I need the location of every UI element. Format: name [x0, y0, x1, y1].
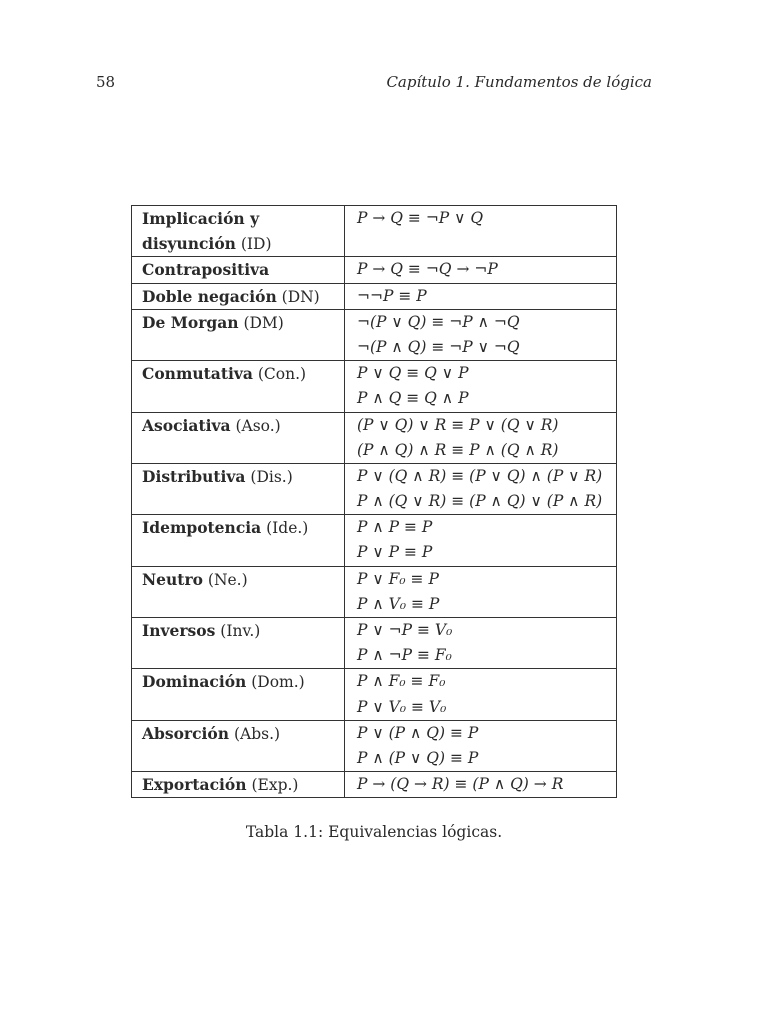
table-row — [132, 309, 617, 360]
rule-name-line — [142, 515, 344, 540]
rule-name-line — [142, 772, 344, 797]
rule-abbreviation: (Con.) — [252, 365, 307, 384]
table-row — [132, 412, 617, 463]
table-row — [132, 257, 617, 283]
rule-name-cell — [132, 463, 345, 514]
formula: P ∧ (P ∨ Q) ≡ P — [357, 748, 479, 767]
equivalences-table — [131, 205, 617, 798]
rule-name-line — [142, 231, 344, 256]
rule-abbreviation: (Ne.) — [202, 570, 248, 589]
rule-name: Contrapositiva — [142, 260, 270, 280]
rule-name: Asociativa — [142, 415, 231, 435]
table-row — [132, 361, 617, 412]
rule-name-line — [142, 618, 344, 643]
formula: P ∨ ¬P ≡ V₀ — [357, 621, 453, 639]
formula: P ∨ F₀ ≡ P — [357, 569, 439, 588]
formula: P ∧ Q ≡ Q ∧ P — [357, 389, 469, 408]
rule-name: Absorción — [142, 723, 230, 743]
rule-name-cell — [132, 772, 345, 798]
rule-name-line — [142, 257, 344, 282]
rule-abbreviation: (Exp.) — [246, 776, 299, 795]
rule-name-cell — [132, 283, 345, 309]
rule-name-cell — [132, 566, 345, 617]
formula: P ∨ (Q ∧ R) ≡ (P ∨ Q) ∧ (P ∨ R) — [357, 466, 603, 485]
formula-cell — [345, 361, 617, 412]
formula-cell — [345, 257, 617, 283]
rule-name-line — [142, 413, 344, 438]
formula: (P ∧ Q) ∧ R ≡ P ∧ (Q ∧ R) — [357, 440, 559, 459]
formula: P ∧ (Q ∨ R) ≡ (P ∧ Q) ∨ (P ∧ R) — [357, 492, 603, 511]
formula: P → Q ≡ ¬P ∨ Q — [357, 209, 484, 227]
rule-name-line — [142, 206, 344, 231]
rule-abbreviation: (ID) — [235, 235, 272, 254]
formula-cell — [345, 515, 617, 566]
formula: P ∧ P ≡ P — [357, 518, 433, 537]
rule-name-cell — [132, 206, 345, 257]
rule-abbreviation: (Abs.) — [229, 724, 281, 743]
rule-name: Inversos — [142, 621, 216, 640]
rule-name-line — [142, 361, 344, 386]
rule-name: disyunción — [142, 234, 236, 254]
formula: P ∧ ¬P ≡ F₀ — [357, 646, 452, 665]
formula: P ∨ Q ≡ Q ∨ P — [357, 364, 469, 383]
rule-abbreviation: (DN) — [276, 287, 320, 306]
formula: ¬(P ∧ Q) ≡ ¬P ∨ ¬Q — [357, 337, 520, 356]
rule-abbreviation: (DM) — [238, 313, 284, 332]
table-row — [132, 463, 617, 514]
rule-name: Distributiva — [142, 466, 246, 486]
rule-name: Implicación y — [142, 209, 260, 228]
rule-name-cell — [132, 618, 345, 669]
rule-abbreviation: (Dis.) — [245, 467, 293, 486]
formula: P ∨ (P ∧ Q) ≡ P — [357, 723, 479, 742]
rule-name-line — [142, 284, 344, 309]
table-row — [132, 283, 617, 309]
formula: P → (Q → R) ≡ (P ∧ Q) → R — [357, 775, 564, 794]
rule-name-cell — [132, 257, 345, 283]
formula: ¬(P ∨ Q) ≡ ¬P ∧ ¬Q — [357, 312, 520, 331]
rule-name-line — [142, 464, 344, 489]
formula-cell — [345, 206, 617, 257]
rule-abbreviation: (Dom.) — [246, 673, 305, 692]
formula: P ∧ V₀ ≡ P — [357, 594, 440, 613]
rule-name: De Morgan — [142, 312, 239, 332]
page-number: 58 — [96, 73, 116, 91]
rule-name: Idempotencia — [142, 518, 262, 538]
rule-name: Neutro — [142, 569, 203, 589]
formula-cell — [345, 618, 617, 669]
rule-name: Dominación — [142, 672, 247, 692]
rule-name-cell — [132, 309, 345, 360]
table-body — [132, 206, 617, 798]
rule-abbreviation: (Inv.) — [215, 622, 261, 640]
formula-cell — [345, 566, 617, 617]
formula-cell — [345, 412, 617, 463]
rule-name-line — [142, 567, 344, 592]
rule-name-cell — [132, 361, 345, 412]
formula: P → Q ≡ ¬Q → ¬P — [357, 260, 498, 279]
rule-abbreviation: (Aso.) — [230, 416, 281, 435]
table-caption: Tabla 1.1: Equivalencias lógicas. — [245, 823, 503, 841]
rule-name: Doble negación — [142, 286, 277, 306]
table-row — [132, 206, 617, 257]
formula: P ∨ P ≡ P — [357, 543, 433, 562]
rule-name-cell — [132, 669, 345, 720]
table-row — [132, 618, 617, 669]
formula-cell — [345, 283, 617, 309]
formula-cell — [345, 720, 617, 771]
rule-name: Exportación — [142, 775, 247, 795]
table-row — [132, 669, 617, 720]
table-row — [132, 515, 617, 566]
rule-name-line — [142, 721, 344, 746]
formula-cell — [345, 309, 617, 360]
running-head: Capítulo 1. Fundamentos de lógica — [386, 73, 652, 91]
formula: ¬¬P ≡ P — [357, 286, 427, 305]
formula: P ∧ F₀ ≡ F₀ — [357, 672, 446, 691]
formula: (P ∨ Q) ∨ R ≡ P ∨ (Q ∨ R) — [357, 415, 559, 434]
rule-name-cell — [132, 412, 345, 463]
table-row — [132, 720, 617, 771]
rule-name-line — [142, 669, 344, 694]
formula-cell — [345, 669, 617, 720]
rule-name-cell — [132, 720, 345, 771]
rule-name: Conmutativa — [142, 364, 253, 384]
formula-cell — [345, 463, 617, 514]
rule-abbreviation: (Ide.) — [261, 519, 309, 538]
formula-cell — [345, 772, 617, 798]
rule-name-cell — [132, 515, 345, 566]
rule-name-line — [142, 310, 344, 335]
formula: P ∨ V₀ ≡ V₀ — [357, 697, 447, 716]
table-row — [132, 566, 617, 617]
table-row — [132, 772, 617, 798]
